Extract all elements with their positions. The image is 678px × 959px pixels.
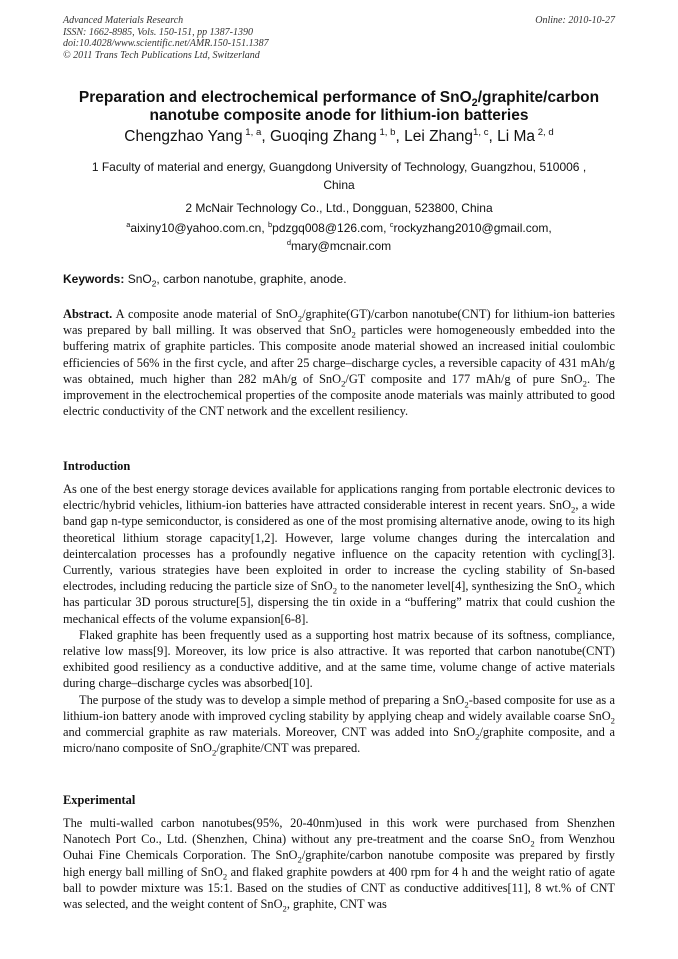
paragraph: The purpose of the study was to develop a simple method of preparing a SnO$_2$-based composite for use as a lithium-ion battery anode with improved cycling stability by applying cheap and widely available coarse SnO$_2$ and commercial graphite as raw materials. Moreover, CNT was added into SnO$_2$/graphite composite, and a micro/nano composite of SnO$_2$/graphite/CNT was prepared. <box>63 692 616 758</box>
experimental-body <box>63 815 615 912</box>
keywords-label: Keywords: <box>63 272 125 286</box>
online-date: Online: 2010-10-27 <box>535 15 615 26</box>
email-list: $^a$aixiny10@yahoo.com.cn, $^b$pdzgq008@126.com, $^c$rockyzhang2010@gmail.com, $^d$mary@mcnair.com <box>126 220 552 253</box>
abstract: Abstract. A composite anode material of SnO$_2$/graphite(GT)/carbon nanotube(CNT) for lithium-ion batteries was prepared by ball milling. It was observed that SnO$_2$ particles were homogeneously embedded into the buffering matrix of graphite particles. This composite anode material showed an increased initial coulombic efficiencies of 56% in the first cycle, and after 25 charge–discharge cycles, a reversible capacity of 431 mAh/g was obtained, much higher than 282 mAh/g of SnO$_2$/GT composite and 177 mAh/g of pure SnO$_2$. The improvement in the electrochemical properties of the composite anode materials was mainly attributed to good electric conductivity of the CNT network and the excellent resiliency. <box>63 307 615 419</box>
doi-line: doi:10.4028/www.scientific.net/AMR.150-151.1387 <box>63 38 269 49</box>
affiliation-1: 1 Faculty of material and energy, Guangdong University of Technology, Guangzhou, 510006 , China <box>91 160 587 192</box>
title-line-2: nanotube composite anode for lithium-ion batteries <box>149 107 529 124</box>
journal-name: Advanced Materials Research <box>63 15 184 26</box>
author-name: Lei Zhang <box>404 128 474 145</box>
journal-header <box>63 15 269 61</box>
issn-line: ISSN: 1662-8985, Vols. 150-151, pp 1387-1390 <box>63 26 253 38</box>
experimental-heading: Experimental <box>63 793 136 807</box>
abstract-label: Abstract. <box>63 307 113 321</box>
introduction-body <box>63 481 615 756</box>
keywords: Keywords: SnO$_2$, carbon nanotube, graphite, anode. <box>63 272 347 289</box>
author-name: Guoqing Zhang <box>269 128 377 145</box>
author-list: Chengzhao Yang $^{1, a}$, Guoqing Zhang $^{1, b}$, Lei Zhang$^{1, c}$, Li Ma $^{2, d}$ <box>124 126 554 145</box>
affiliation-2: 2 McNair Technology Co., Ltd., Dongguan, 523800, China <box>185 201 493 215</box>
introduction-heading: Introduction <box>63 459 131 473</box>
copyright-line: © 2011 Trans Tech Publications Ltd, Switzerland <box>63 49 260 61</box>
author-name: Chengzhao Yang <box>124 128 243 145</box>
paper-title <box>40 89 638 125</box>
author-name: Li Ma <box>497 128 536 145</box>
title-line-1: Preparation and electrochemical performance of SnO$_2$/graphite/carbon <box>78 89 600 110</box>
paragraph: Flaked graphite has been frequently used as a supporting host matrix because of its softness, compliance, relative low mass[9]. Moreover, its low price is also attractive. It was reported that carbon nanotube(CNT) exhibited good resiliency as a conductive additive, and at the same time, volume change of active materials during charge–discharge cycles was absorbed[10]. <box>63 627 615 691</box>
paragraph: The multi-walled carbon nanotubes(95%, 20-40nm)used in this work were purchased from Shenzhen Nanotech Port Co., Ltd. (Shenzhen, China) without any pre-treatment and the coarse SnO$_2$ from Wenzhou Ouhai Fine Chemicals Corporation. The SnO$_2$/graphite/carbon nanotube composite was prepared by firstly high energy ball milling of SnO$_2$ and flaked graphite powders at 400 rpm for 4 h and the weight ratio of agate ball to powder mixture was 15:1. Based on the studies of CNT as conductive additives[11], 8 wt.% of CNT was selected, and the weight content of SnO$_2$, graphite, CNT was <box>63 816 615 914</box>
paragraph: As one of the best energy storage devices available for applications ranging from portable electronic devices to electric/hybrid vehicles, lithium-ion batteries have attracted considerable interest in recent years. SnO$_2$, a wide band gap n-type semiconductor, is considered as one of the most promising alternative anode, owing to its high theoretical lithium storage capacity[1,2]. However, large volume changes during the intercalation and deintercalation processes has a profoundly negative influence on the capacity retention with cycling[3]. Currently, various strategies have been exploited in order to increase the cycling stability of Sn-based electrodes, including reducing the particle size of SnO$_2$ to the nanometer level[4], synthesizing the SnO$_2$ which has particular 3D porous structure[5], dispersing the tin oxide in a “buffering” matrix that could cushion the mechanical effects of the volume expansion[6-8]. <box>63 482 616 626</box>
